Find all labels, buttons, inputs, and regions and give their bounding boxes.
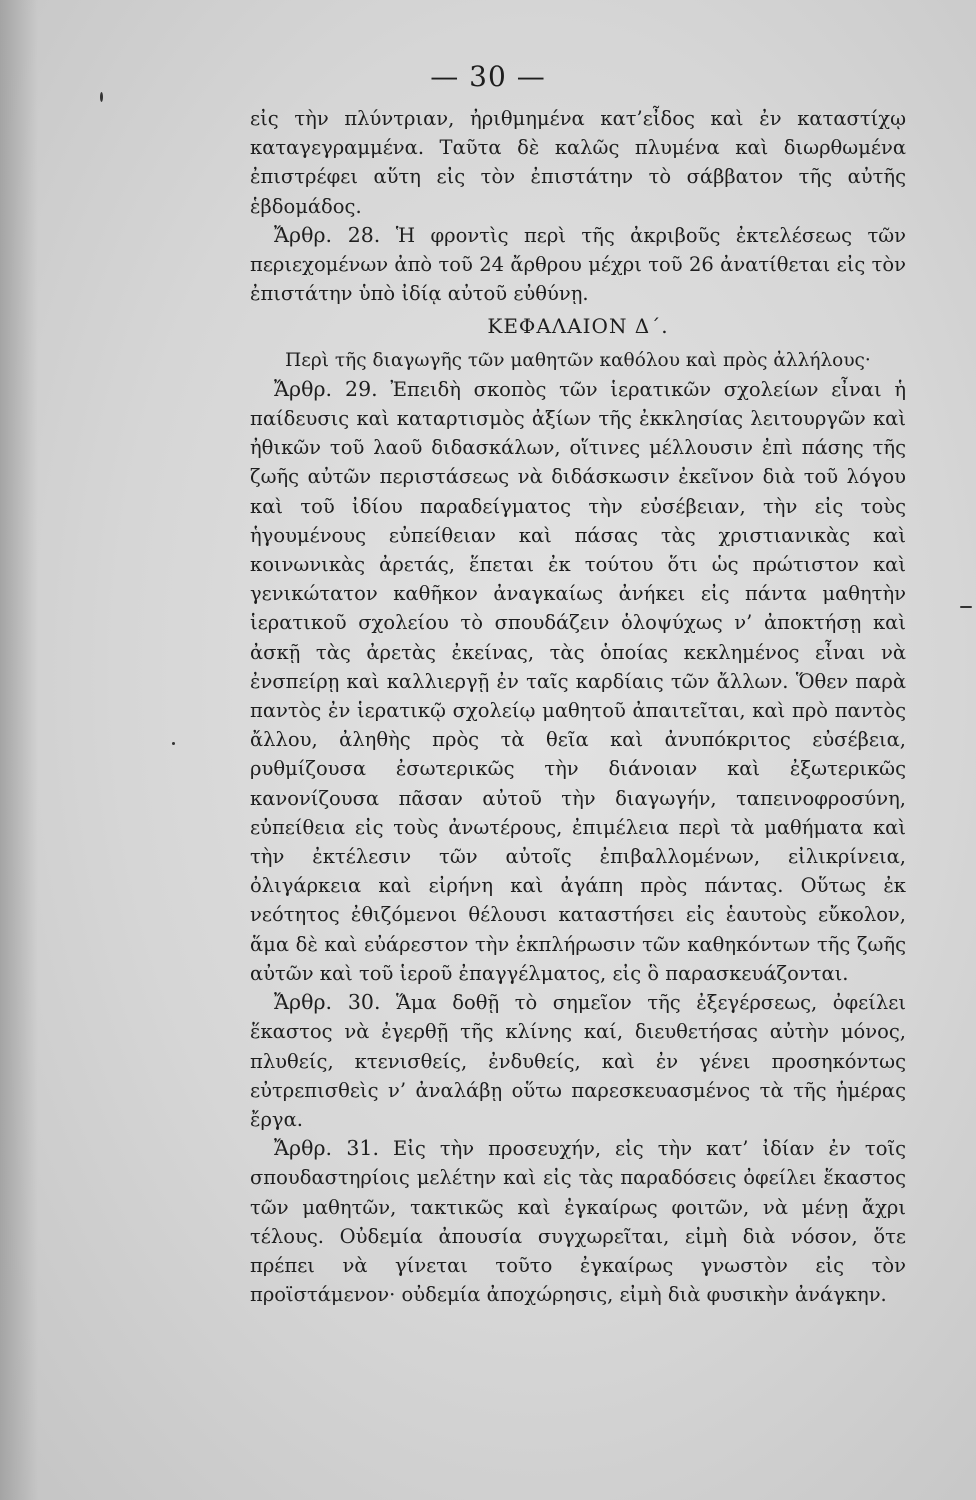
article-29 — [250, 375, 906, 988]
article-label: Ἄρθρ. 30. — [274, 990, 381, 1015]
article-label: Ἄρθρ. 31. — [274, 1136, 379, 1161]
ink-speck — [172, 742, 175, 745]
ink-speck — [100, 92, 103, 102]
article-30 — [250, 988, 906, 1134]
chapter-heading: ΚΕΦΑΛΑΙΟΝ Δ΄. — [487, 314, 669, 339]
binding-shadow — [0, 0, 38, 1500]
article-31 — [250, 1134, 906, 1309]
article-text: Εἰς τὴν προσευχήν, εἰς τὴν κατ’ ἰδίαν ἐν τοῖς σπουδαστηρίοις μελέτην καὶ εἰς τὰς παραδόσεις ὀφείλει ἕκαστος τῶν μαθητῶν, τακτικῶς καὶ ἐγκαίρως φοιτῶν, νὰ μένῃ ἄχρι τέλους. Οὐδεμία ἀπουσία συγχωρεῖται, εἰμὴ διὰ νόσον, ὅτε πρέπει νὰ γίνεται τοῦτο ἐγκαίρως γνωστὸν εἰς τὸν προϊστάμενον· οὐδεμία ἀποχώρησις, εἰμὴ διὰ φυσικὴν ἀνάγκην. — [250, 1137, 907, 1307]
article-28 — [250, 221, 906, 309]
article-text: Ἡ φροντὶς περὶ τῆς ἀκριβοῦς ἐκτελέσεως τῶν περιεχομένων ἀπὸ τοῦ 24 ἄρθρου μέχρι τοῦ 26 ἀνατίθεται εἰς τὸν ἐπιστάτην ὑπὸ ἰδίᾳ αὐτοῦ εὐθύνῃ. — [250, 223, 906, 306]
page-number: — 30 — — [430, 60, 546, 93]
article-label: Ἄρθρ. 29. — [274, 376, 378, 401]
article-label: Ἄρθρ. 28. — [274, 222, 381, 247]
article-text: Ἐπειδὴ σκοπὸς τῶν ἱερατικῶν σχολείων εἶναι ἡ παίδευσις καὶ καταρτισμὸς ἀξίων τῆς ἐκκλησίας λειτουργῶν καὶ ἠθικῶν τοῦ λαοῦ διδασκάλων, οἵτινες μέλλουσιν ἐπὶ πάσης τῆς ζωῆς αὐτῶν περιστάσεως νὰ διδάσκωσιν ἐκεῖνον διὰ τοῦ λόγου καὶ τοῦ ἰδίου παραδείγματος τὴν εὐσέβειαν, τὴν εἰς τοὺς ἡγουμένους εὐπείθειαν καὶ πάσας τὰς χριστιανικὰς καὶ κοινωνικὰς ἀρετάς, ἕπεται ἐκ τούτου ὅτι ὡς πρώτιστον καὶ γενικώτατον καθῆκον ἀναγκαίως ἀνήκει εἰς πάντα μαθητὴν ἱερατικοῦ σχολείου τὸ σπουδάζειν ὁλοψύχως ν’ ἀποκτήσῃ καὶ ἀσκῇ τὰς ἀρετὰς ἐκείνας, τὰς ὁποίας κεκλημένος εἶναι νὰ ἐνσπείρῃ καὶ καλλιεργῇ ἐν ταῖς καρδίαις τῶν ἄλλων. Ὅθεν παρὰ παντὸς ἐν ἱερατικῷ σχολείῳ μαθητοῦ ἀπαιτεῖται, καὶ πρὸ παντὸς ἄλλου, ἀληθὴς πρὸς τὰ θεῖα καὶ ἀνυπόκριτος εὐσέβεια, ρυθμίζουσα ἐσωτερικῶς τὴν διάνοιαν καὶ ἐξωτερικῶς κανονίζουσα πᾶσαν αὐτοῦ τὴν διαγωγήν, ταπεινοφροσύνη, εὐπείθεια εἰς τοὺς ἀνωτέρους, ἐπιμέλεια περὶ τὰ μαθήματα καὶ τὴν ἐκτέλεσιν τῶν αὐτοῖς ἐπιβαλλομένων, εἰλικρίνεια, ὀλιγάρκεια καὶ εἰρήνη καὶ ἀγάπη πρὸς πάντας. Οὕτως ἐκ νεότητος ἐθιζόμενοι θέλουσι καταστήσει εἰς ἑαυτοὺς εὔκολον, ἅμα δὲ καὶ εὐάρεστον τὴν ἐκπλήρωσιν τῶν καθηκόντων τῆς ζωῆς αὐτῶν καὶ τοῦ ἱεροῦ ἐπαγγέλματος, εἰς ὃ παρασκευάζονται. — [250, 377, 907, 985]
ink-speck — [960, 606, 972, 608]
article-text: Ἅμα δοθῇ τὸ σημεῖον τῆς ἐξεγέρσεως, ὀφείλει ἕκαστος νὰ ἐγερθῇ τῆς κλίνης καί, διευθετήσας αὐτὴν μόνος, πλυθείς, κτενισθείς, ἐνδυθείς, καὶ ἐν γένει προσηκόντως εὐτρεπισθεὶς ν’ ἀναλάβῃ οὕτω παρεσκευασμένος τὰ τῆς ἡμέρας ἔργα. — [250, 991, 907, 1131]
paragraph-continuation: εἰς τὴν πλύντριαν, ἠριθμημένα κατ’εἶδος καὶ ἐν καταστίχῳ καταγεγραμμένα. Ταῦτα δὲ καλῶς πλυμένα καὶ διωρθωμένα ἐπιστρέφει αὕτη εἰς τὸν ἐπιστάτην τὸ σάββατον τῆς αὐτῆς ἑβδομάδος. — [250, 107, 906, 218]
body-text — [250, 104, 906, 1309]
chapter-subtitle: Περὶ τῆς διαγωγῆς τῶν μαθητῶν καθόλου καὶ πρὸς ἀλλήλους· — [285, 349, 871, 371]
